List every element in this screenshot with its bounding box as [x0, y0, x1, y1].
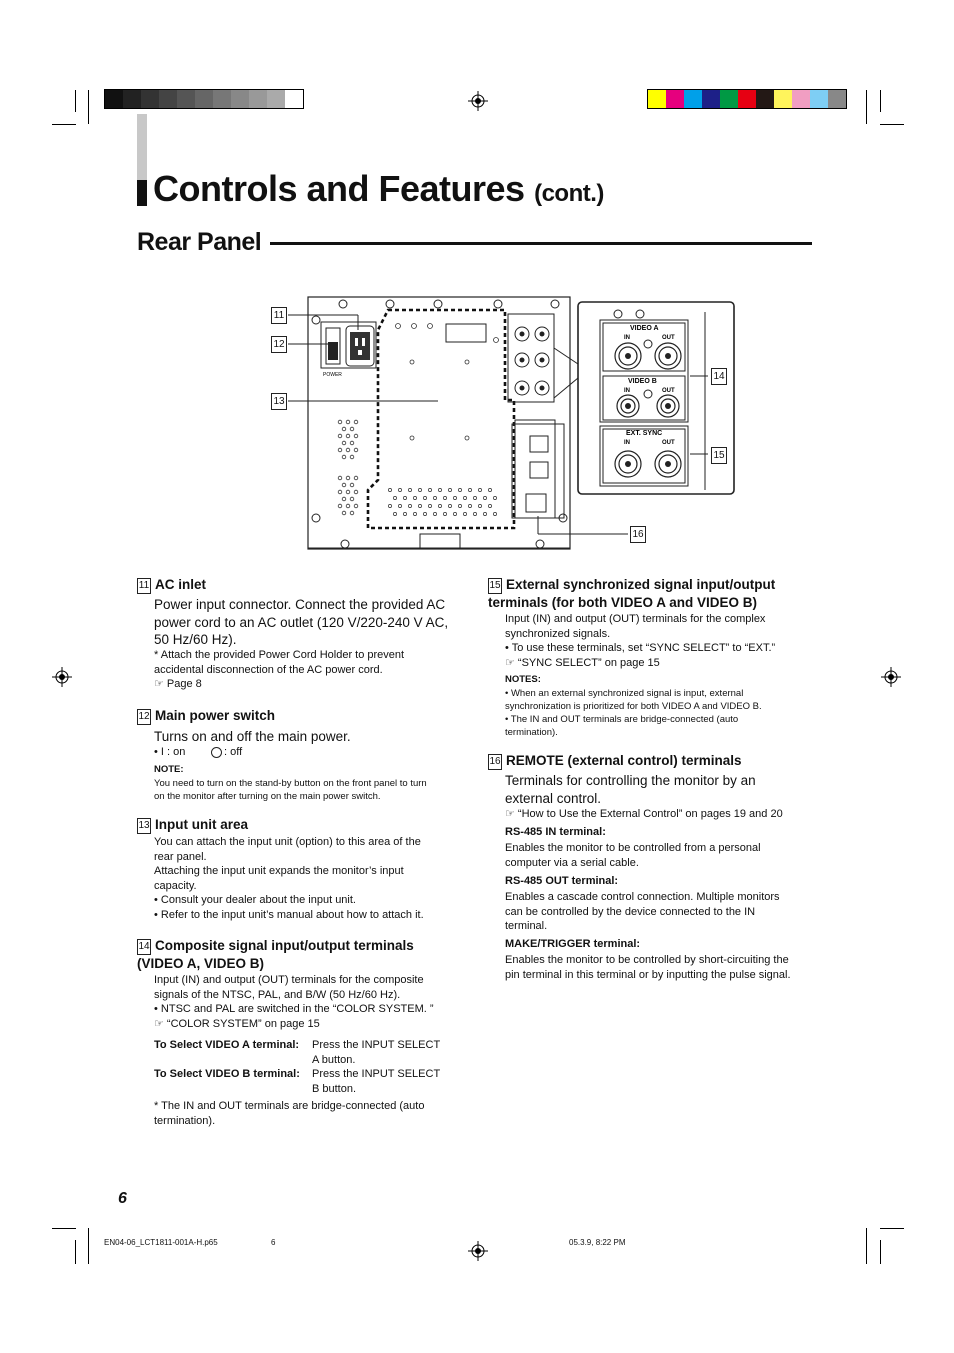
- select-b-text: Press the INPUT SELECT B button.: [312, 1068, 441, 1095]
- color-swatch: [249, 90, 267, 108]
- callout-12: 12: [271, 336, 287, 353]
- rs485-in-heading: RS-485 IN terminal:: [505, 826, 606, 838]
- registration-mark-icon: [52, 667, 72, 687]
- color-swatch: [267, 90, 285, 108]
- section-title: Rear Panel: [137, 228, 262, 256]
- section-number: 11: [137, 578, 151, 594]
- crop-mark: [75, 90, 76, 112]
- out-label: OUT: [662, 335, 675, 341]
- rear-panel-diagram: [260, 290, 750, 560]
- section-number: 16: [488, 754, 502, 770]
- section-16-heading: [488, 752, 742, 770]
- section-11-heading: [137, 576, 206, 594]
- notes-heading: NOTES:: [505, 674, 541, 685]
- crop-mark: [880, 1240, 881, 1264]
- section-11-title: AC inlet: [155, 577, 207, 592]
- color-swatch: [720, 90, 738, 108]
- crop-mark: [866, 1228, 867, 1264]
- off-symbol-icon: [211, 747, 222, 758]
- registration-mark-icon: [468, 1241, 488, 1261]
- callout-13: 13: [271, 393, 287, 410]
- color-swatch: [195, 90, 213, 108]
- power-label-small: POWER: [323, 372, 342, 378]
- note-heading: NOTE:: [154, 764, 184, 775]
- section-12-body: Turns on and off the main power.: [154, 729, 351, 744]
- section-15-body: Input (IN) and output (OUT) terminals for the complex synchronized signals. • To use these terminals, set “SYNC SELECT” to “EXT.” ☞ “SYNC SELECT” on page 15: [505, 613, 776, 669]
- color-swatch: [702, 90, 720, 108]
- bullet-off: : off: [224, 746, 243, 758]
- section-15-notes: • When an external synchronized signal is input, external synchronization is prioritized for both VIDEO A and VIDEO B. • The IN and OUT terminals are bridge-connected (auto termination).: [505, 688, 762, 738]
- color-bar: [647, 89, 847, 109]
- crop-mark: [88, 1228, 89, 1264]
- video-a-label: VIDEO A: [630, 325, 659, 332]
- crop-mark: [880, 1228, 904, 1229]
- color-swatch: [828, 90, 846, 108]
- rs485-in-text: Enables the monitor to be controlled from a personal computer via a serial cable.: [505, 842, 761, 869]
- crop-mark: [75, 1240, 76, 1264]
- color-swatch: [792, 90, 810, 108]
- crop-mark: [880, 124, 904, 125]
- section-12-heading: [137, 707, 275, 725]
- section-13-heading: [137, 816, 248, 834]
- callout-11: 11: [271, 307, 287, 324]
- section-14-body: Input (IN) and output (OUT) terminals for the composite signals of the NTSC, PAL, and B/W (50 Hz/60 Hz). • NTSC and PAL are switched in the “COLOR SYSTEM. ” ☞ “COLOR SYSTEM” on page 15: [154, 974, 434, 1030]
- crop-mark: [866, 90, 867, 124]
- color-swatch: [213, 90, 231, 108]
- color-swatch: [684, 90, 702, 108]
- color-swatch: [105, 90, 123, 108]
- section-number: 13: [137, 818, 151, 834]
- callout-14: 14: [711, 368, 727, 385]
- color-swatch: [810, 90, 828, 108]
- grayscale-bar: [104, 89, 304, 109]
- section-11-note: * Attach the provided Power Cord Holder to prevent accidental disconnection of the AC power cord. ☞ Page 8: [154, 649, 405, 690]
- section-number: 12: [137, 709, 151, 725]
- out-label: OUT: [662, 388, 675, 394]
- page-title: [153, 168, 604, 210]
- section-rule: [270, 242, 812, 245]
- section-16-ref: ☞ “How to Use the External Control” on pages 19 and 20: [505, 808, 783, 820]
- color-swatch: [774, 90, 792, 108]
- in-label: IN: [624, 440, 630, 446]
- section-12-note: You need to turn on the stand-by button on the front panel to turn on the monitor after turning on the main power switch.: [154, 778, 427, 802]
- section-13-title: Input unit area: [155, 817, 249, 832]
- registration-mark-icon: [881, 667, 901, 687]
- crop-mark: [52, 124, 76, 125]
- section-number: 14: [137, 939, 151, 955]
- section-14-title: Composite signal input/output terminals (VIDEO A, VIDEO B): [137, 938, 414, 971]
- rs485-out-heading: RS-485 OUT terminal:: [505, 875, 619, 887]
- rs485-out-text: Enables a cascade control connection. Multiple monitors can be controlled by the device connected to the IN terminal.: [505, 891, 780, 932]
- callout-15: 15: [711, 447, 727, 464]
- callout-16: 16: [630, 526, 646, 543]
- section-16-body: Terminals for controlling the monitor by an external control.: [505, 773, 756, 806]
- title-main: Controls and Features: [153, 168, 525, 209]
- registration-mark-icon: [468, 91, 488, 111]
- section-13-body: You can attach the input unit (option) to this area of the rear panel. Attaching the input unit expands the monitor’s input capacity. • Consult your dealer about the input unit. • Refer to the input unit’s manual about how to attach it.: [154, 836, 424, 921]
- color-swatch: [648, 90, 666, 108]
- page-number: 6: [118, 1190, 127, 1207]
- section-16-title: REMOTE (external control) terminals: [506, 753, 742, 768]
- section-15-heading: [488, 576, 818, 611]
- bullet-on: • I : on: [154, 746, 186, 758]
- color-swatch: [123, 90, 141, 108]
- title-marker: [137, 180, 147, 206]
- video-b-label: VIDEO B: [628, 378, 657, 385]
- crop-mark: [880, 90, 881, 112]
- footer-file: EN04-06_LCT1811-001A-H.p65: [104, 1238, 218, 1247]
- color-swatch: [738, 90, 756, 108]
- color-swatch: [159, 90, 177, 108]
- select-a-text: Press the INPUT SELECT A button.: [312, 1039, 441, 1066]
- make-trigger-heading: MAKE/TRIGGER terminal:: [505, 938, 641, 950]
- footer-page: 6: [271, 1238, 276, 1247]
- section-11-body: Power input connector. Connect the provided AC power cord to an AC outlet (120 V/220-240 V AC, 50 Hz/60 Hz).: [154, 597, 449, 647]
- crop-mark: [52, 1228, 76, 1229]
- title-cont: (cont.): [534, 180, 604, 207]
- color-swatch: [756, 90, 774, 108]
- make-trigger-text: Enables the monitor to be controlled by short-circuiting the pin terminal in this terminal or by inputting the pulse signal.: [505, 954, 791, 981]
- color-swatch: [231, 90, 249, 108]
- crop-mark: [88, 90, 89, 124]
- color-swatch: [141, 90, 159, 108]
- section-14-note: * The IN and OUT terminals are bridge-connected (auto termination).: [154, 1100, 425, 1127]
- in-label: IN: [624, 335, 630, 341]
- select-a-label: To Select VIDEO A terminal:: [154, 1039, 300, 1051]
- color-swatch: [177, 90, 195, 108]
- section-number: 15: [488, 578, 502, 594]
- ext-sync-label: EXT. SYNC: [626, 430, 663, 437]
- in-label: IN: [624, 388, 630, 394]
- out-label: OUT: [662, 440, 675, 446]
- select-b-label: To Select VIDEO B terminal:: [154, 1068, 300, 1080]
- color-swatch: [285, 90, 303, 108]
- color-swatch: [666, 90, 684, 108]
- section-15-title: External synchronized signal input/output terminals (for both VIDEO A and VIDEO B): [488, 577, 776, 610]
- footer-date: 05.3.9, 8:22 PM: [569, 1238, 626, 1247]
- section-12-title: Main power switch: [155, 708, 276, 723]
- section-14-heading: [137, 937, 457, 972]
